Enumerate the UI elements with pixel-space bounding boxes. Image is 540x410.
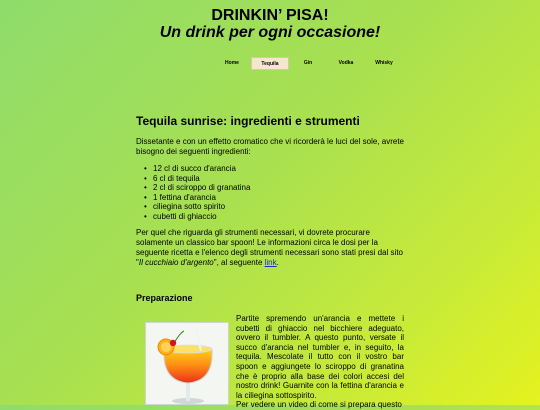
prep-heading: Preparazione (136, 293, 193, 303)
tequila-sunrise-image (145, 322, 229, 405)
cocktail-illustration (146, 323, 229, 405)
ingredient-item: • ciliegina sotto spirito (136, 202, 404, 212)
nav-vodka[interactable]: Vodka (338, 60, 354, 66)
ingredient-item: • 1 fettina d'arancia (136, 193, 404, 203)
source-name: Il cucchiaio d'argento (138, 258, 214, 267)
tools-text: ", al seguente (213, 258, 265, 267)
prep-paragraph (236, 314, 404, 410)
ingredient-item: • 12 cl di succo d'arancia (136, 164, 404, 174)
nav-home[interactable]: Home (225, 60, 239, 66)
prep-text-continued: Per vedere un video di come si prepara questo (236, 400, 402, 410)
site-title: DRINKIN’ PISA! (211, 7, 329, 24)
ingredients-list (136, 164, 404, 221)
source-link[interactable]: link (264, 258, 277, 267)
ingredient-item: • 6 cl di tequila (136, 174, 404, 184)
prep-text: Partite spremendo un'arancia e mettete i cubetti di ghiaccio nel bicchiere adeguato, ovvero il tumbler. A questo punto, versate il succo d'arancia nel tumbler e, in seguito, la tequila. Mescolate il tutto con il vostro bar spoon e aggiungete lo sciroppo di granatina che è proprio alla base dei colori accesi del nostro drink! Guarnite con la fettina d'arancia e la ciliegina sottospirito. (236, 314, 404, 400)
tools-paragraph (136, 228, 404, 268)
ingredient-item: • 2 cl di sciroppo di granatina (136, 183, 404, 193)
page-heading: Tequila sunrise: ingredienti e strumenti (136, 114, 360, 128)
intro-paragraph: Dissetante e con un effetto cromatico che vi ricorderà le luci del sole, avrete bisogno dei seguenti ingredienti: (136, 137, 404, 156)
tools-text: Per quel che riguarda gli strumenti necessari, vi dovrete procurare solamente un classico bar spoon! Le informazioni circa le dosi per la seguente ricetta e l'elenco degli strumenti necessari sono stati presi dal sito " (136, 228, 404, 267)
nav-whisky[interactable]: Whisky (375, 60, 393, 66)
site-tagline: Un drink per ogni occasione! (159, 24, 381, 41)
nav-gin[interactable]: Gin (303, 60, 313, 66)
ingredient-item: • cubetti di ghiaccio (136, 212, 404, 222)
tools-text: . (276, 258, 279, 267)
nav-tequila[interactable]: Tequila (251, 57, 289, 70)
